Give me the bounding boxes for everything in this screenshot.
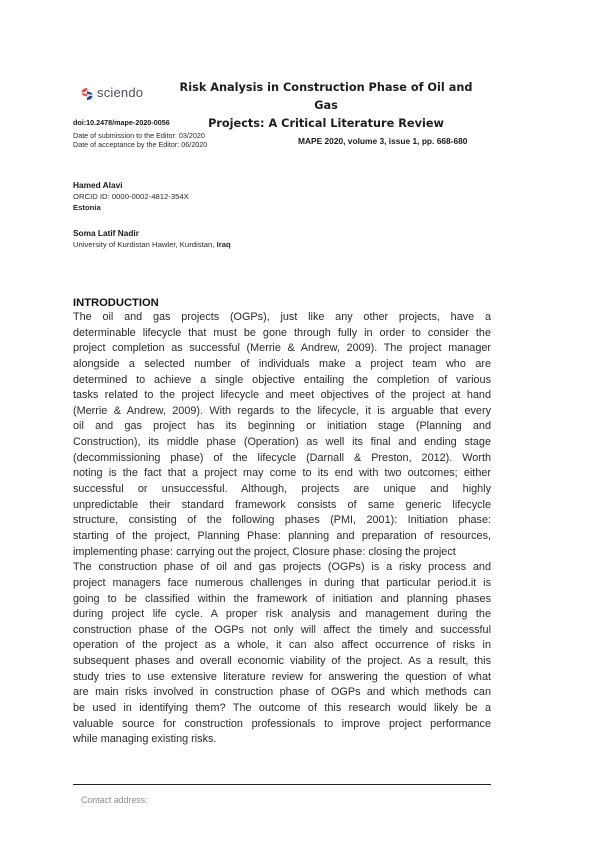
text-line: determined to achieve a single objective entailing the completion of various — [73, 373, 491, 386]
text-line: implementing phase: carrying out the project, Closure phase: closing the project — [73, 545, 456, 558]
text-line: are main risks involved in construction phase of OGPs and which methods can — [73, 686, 491, 699]
text-line: during project life cycle. A proper risk analysis and management during the — [73, 608, 491, 621]
contact-address-label: Contact address: — [81, 795, 148, 805]
section-heading: INTRODUCTION — [73, 297, 159, 309]
text-line: study tries to use extensive literature review for answering the question of what — [73, 670, 491, 683]
text-line: alongside a selected number of individuals make a project team who are — [73, 357, 491, 370]
text-line: unpredictable their standard framework consists of same generic lifecycle — [73, 498, 491, 511]
introduction-paragraph — [73, 310, 491, 748]
text-line: starting of the project, Planning Phase: planning and preparation of resources, — [73, 529, 491, 542]
author-affiliation-line — [73, 240, 231, 249]
text-line: construction phase of the OGPs not only will affect the timely and successful — [73, 623, 491, 636]
journal-reference: MAPE 2020, volume 3, issue 1, pp. 668-680 — [298, 136, 468, 146]
author-affiliation: University of Kurdistan Hawler, Kurdistan, — [73, 240, 215, 249]
text-line: successful or unsuccessful. Although, projects are unique and highly — [73, 483, 491, 496]
logo-text: sciendo — [97, 85, 144, 100]
doi: doi:10.2478/mape-2020-0056 — [73, 118, 170, 127]
author-country: Estonia — [73, 203, 101, 212]
text-line: valuable source for construction professionals to improve project performance — [73, 717, 491, 730]
footnote-divider — [73, 784, 491, 785]
date-submission: Date of submission to the Editor: 03/2020 — [73, 131, 205, 140]
sciendo-logo-icon — [80, 87, 94, 101]
text-line: project managers face numerous challenges in during that particular period.it is — [73, 576, 491, 589]
paper-title — [168, 79, 484, 133]
text-line: Construction), its middle phase (Operation) as well its final and ending stage — [73, 436, 491, 449]
text-line: noting is the fact that a project may come to its end with two outcomes; either — [73, 467, 491, 480]
date-acceptance: Date of acceptance by the Editor: 06/2020 — [73, 140, 208, 149]
text-line: going to be classified within the framework of initiation and planning phases — [73, 592, 491, 605]
text-line: The oil and gas projects (OGPs), just like any other projects, have a — [73, 311, 491, 323]
text-line: oil and gas project has its beginning or initiation stage (Planning and — [73, 420, 491, 433]
author-name: Soma Latif Nadir — [73, 228, 139, 238]
text-line: (Merrie & Andrew, 2009). With regards to the lifecycle, it is arguable that every — [73, 404, 491, 417]
publisher-logo — [80, 86, 160, 104]
title-line-2: Projects: A Critical Literature Review — [208, 117, 444, 130]
text-line: while managing existing risks. — [73, 733, 217, 746]
author-orcid: ORCID ID: 0000-0002-4812-354X — [73, 192, 189, 201]
author-country: Iraq — [216, 240, 231, 249]
text-line: The construction phase of oil and gas projects (OGPs) is a risky process and — [73, 561, 491, 574]
text-line: determinable lifecycle that must be gone through fully in order to consider the — [73, 326, 491, 339]
title-line-1: Risk Analysis in Construction Phase of Oil and Gas — [179, 81, 473, 112]
text-line: subsequent phases and overall economic viability of the project. As a result, this — [73, 655, 491, 668]
text-line: be used in identifying them? The outcome of this research would likely be a — [73, 702, 491, 715]
author-name: Hamed Alavi — [73, 180, 123, 190]
author-2 — [73, 228, 231, 249]
text-line: operation of the project as a whole, it can also affect occurrence of risks in — [73, 639, 491, 652]
author-1 — [73, 180, 189, 212]
text-line: tasks related to the project lifecycle and meet objectives of the project at hand — [73, 389, 491, 402]
text-line: structure, consisting of the following phases (PMI, 2001): Initiation phase: — [73, 514, 491, 527]
text-line: project completion as successful (Merrie & Andrew, 2009). The project manager — [73, 342, 491, 355]
submission-dates — [73, 131, 207, 149]
text-line: (decommissioning phase) of the lifecycle (Darnall & Preston, 2012). Worth — [73, 451, 491, 464]
